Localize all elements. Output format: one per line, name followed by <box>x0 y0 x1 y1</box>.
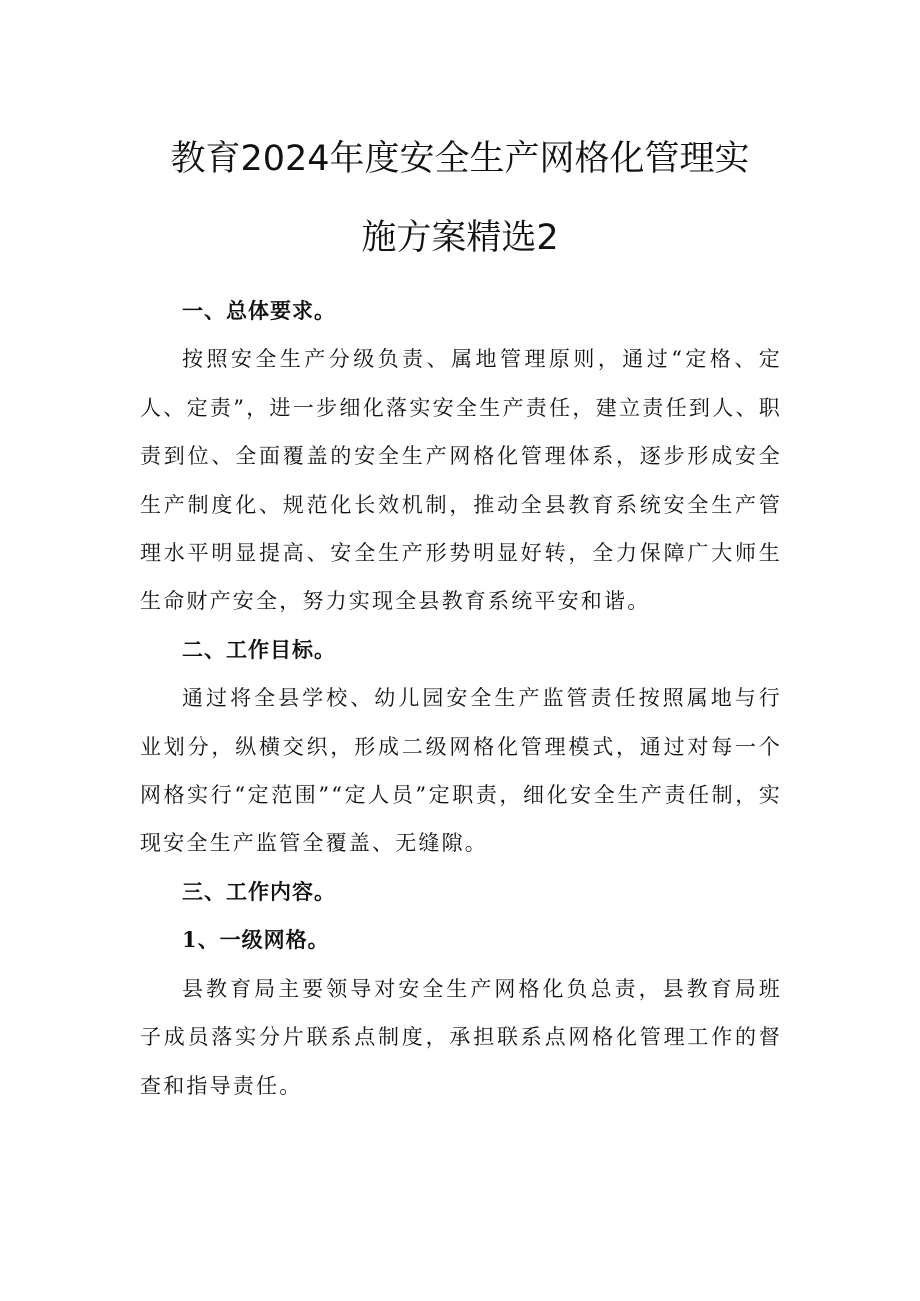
section-heading-work-goals: 二、工作目标。 <box>182 636 336 662</box>
paragraph-work-goals: 通过将全县学校、幼儿园安全生产监管责任按照属地与行业划分，纵横交织，形成二级网格化管理模式，通过对每一个网格实行“定范围”“定人员”定职责，细化安全生产责任制，实现安全生产监管全覆盖、无缝隙。 <box>140 686 782 856</box>
section-heading-general-requirements: 一、总体要求。 <box>182 298 336 323</box>
paragraph-general-requirements: 按照安全生产分级负责、属地管理原则，通过“定格、定人、定责”，进一步细化落实安全生产责任，建立责任到人、职责到位、全面覆盖的安全生产网格化管理体系，逐步形成安全生产制度化、规范化长效机制，推动全县教育系统安全生产管理水平明显提高、安全生产形势明显好转，全力保障广大师生生命财产安全，努力实现全县教育系统平安和谐。 <box>140 347 782 614</box>
document-title-line-1: 教育2024年度安全生产网格化管理实 <box>170 139 750 179</box>
document-title-line-2: 施方案精选2 <box>361 218 559 258</box>
document-body <box>140 287 782 1110</box>
paragraph-level-one-grid: 县教育局主要领导对安全生产网格化负总责，县教育局班子成员落实分片联系点制度，承担联系点网格化管理工作的督查和指导责任。 <box>140 976 782 1098</box>
section-heading-work-content: 三、工作内容。 <box>182 878 336 904</box>
subsection-heading-level-one-grid: 1、一级网格。 <box>182 927 330 953</box>
